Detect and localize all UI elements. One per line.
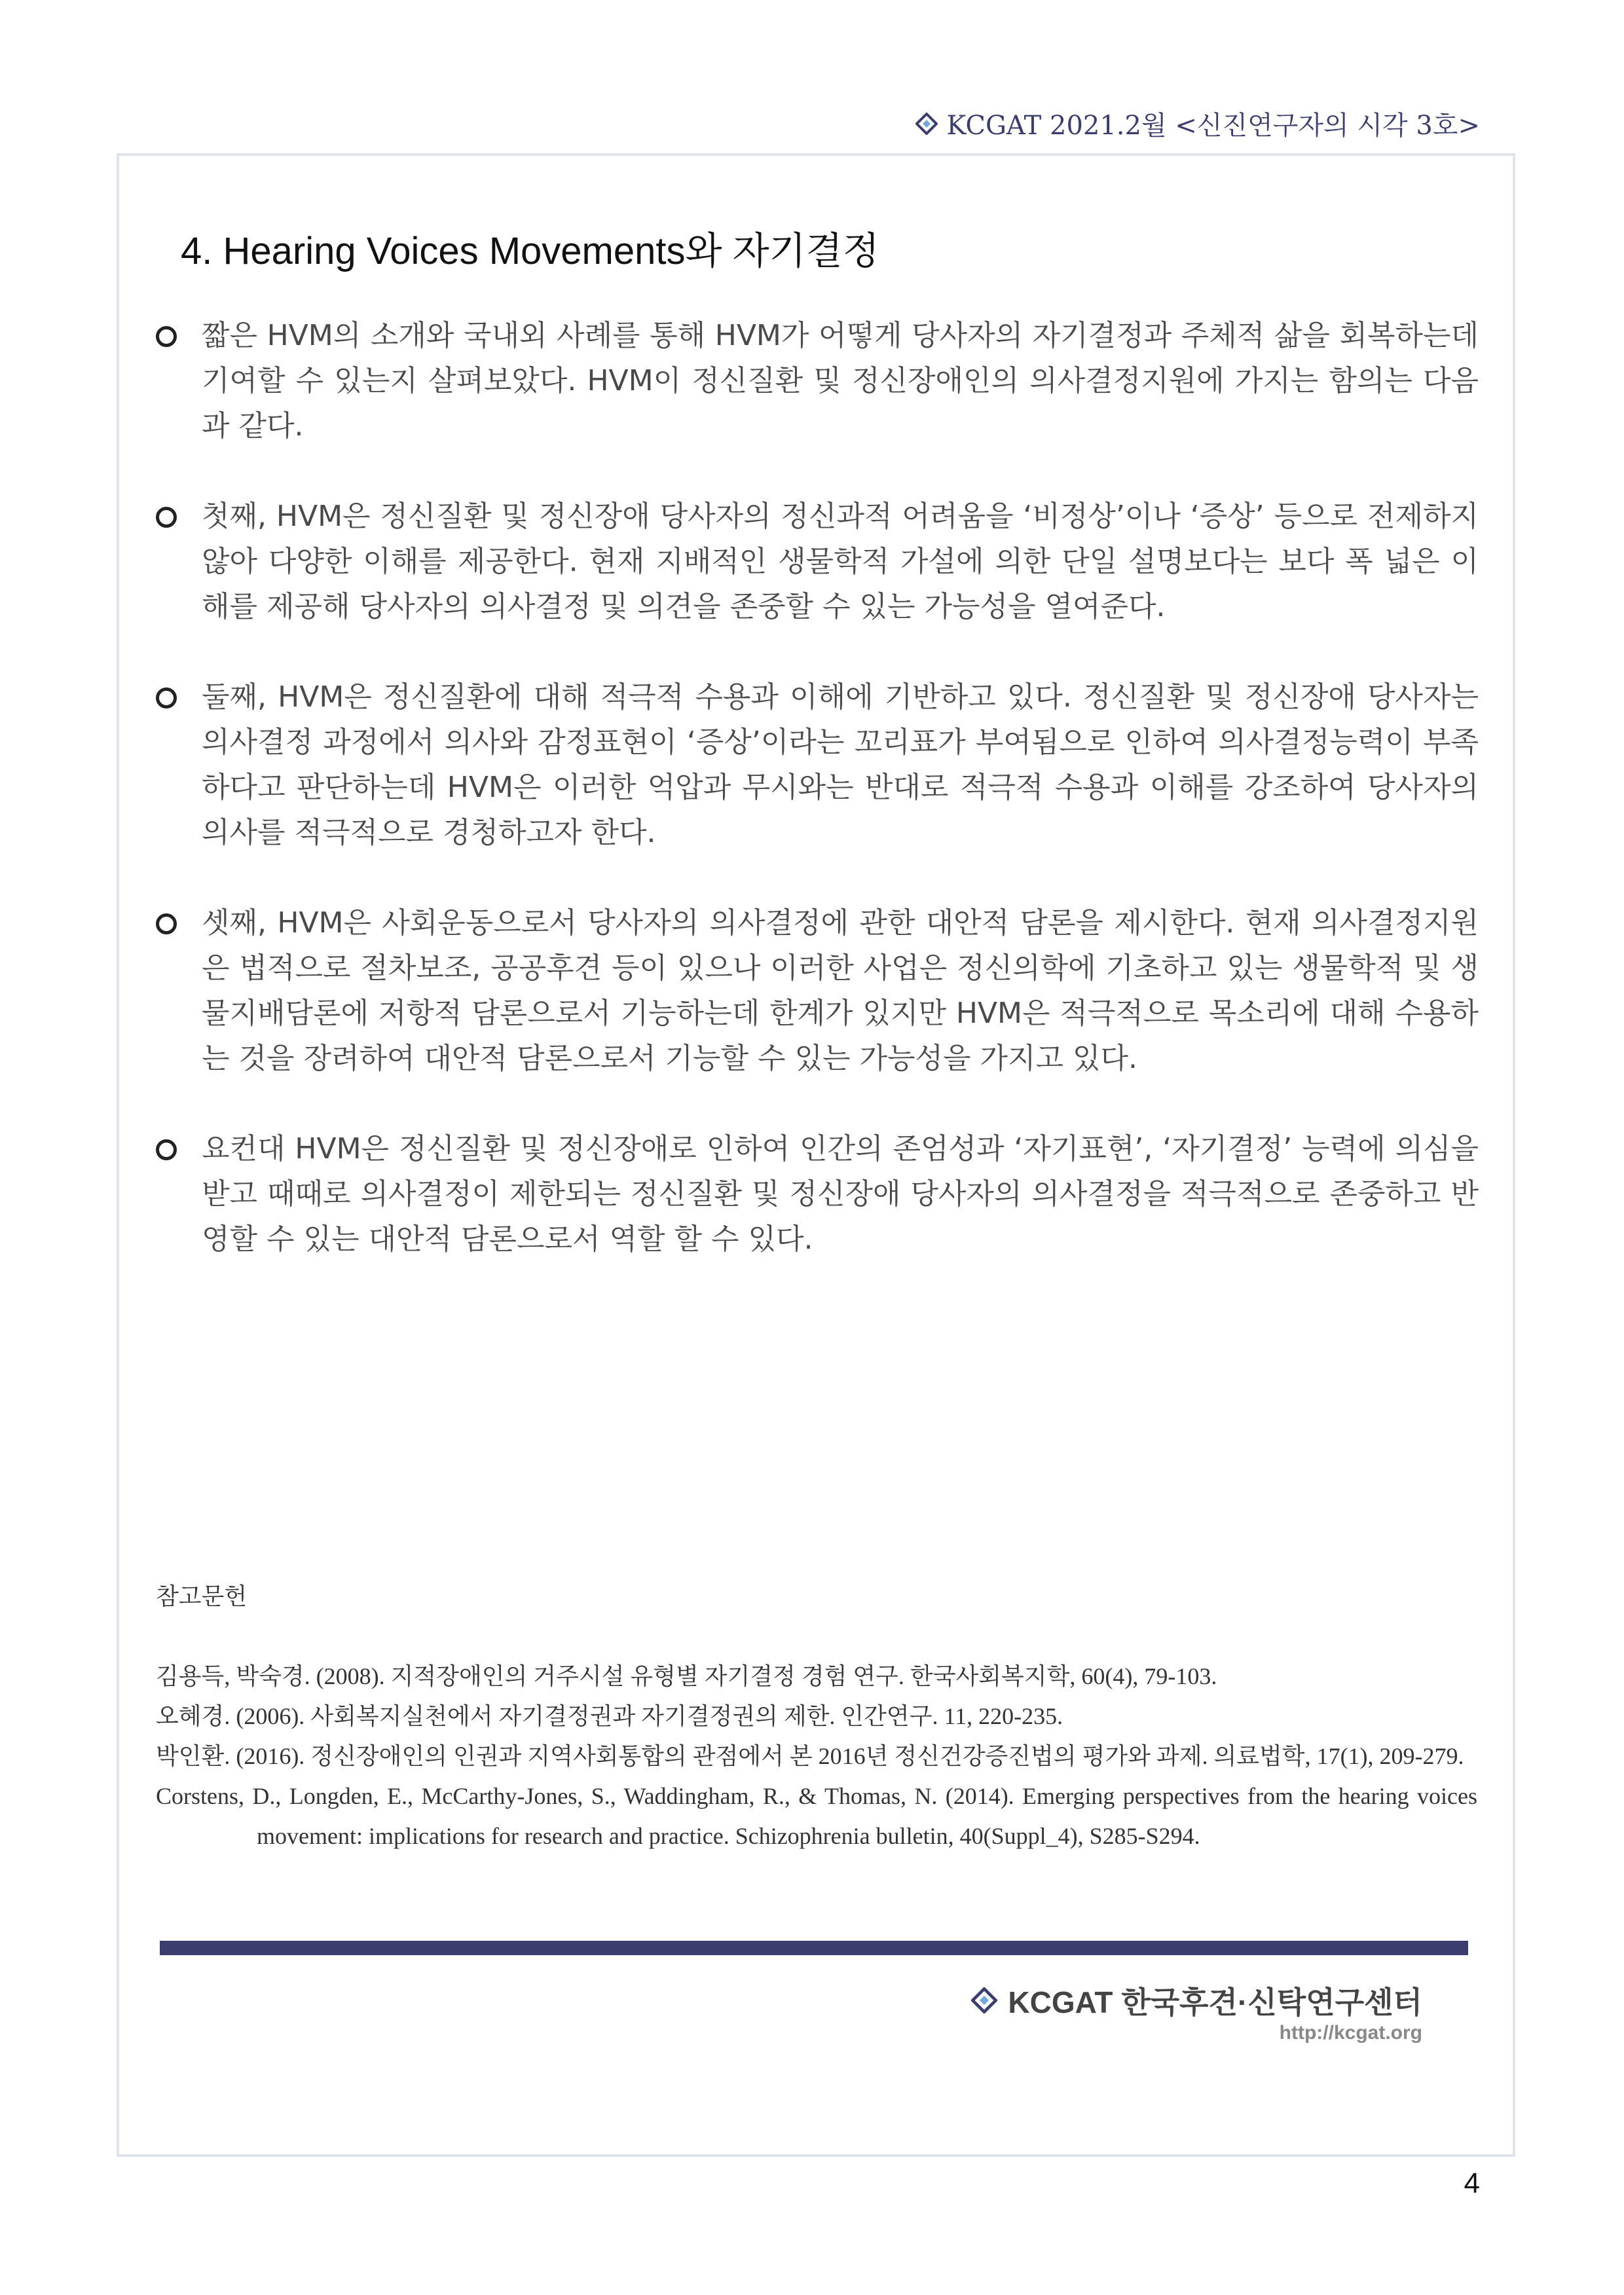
circle-bullet-icon bbox=[156, 913, 177, 934]
references-list bbox=[156, 1657, 1477, 1856]
footer-url: http://kcgat.org bbox=[1279, 2022, 1422, 2044]
diamond-logo-icon bbox=[915, 113, 938, 135]
bullet-text: 요컨대 HVM은 정신질환 및 정신장애로 인하여 인간의 존엄성과 ‘자기표현’, ‘자기결정’ 능력에 의심을 받고 때때로 의사결정이 제한되는 정신질환 및 정신장애 당사자의 의사결정을 적극적으로 존중하고 반영할 수 있는 대안적 담론으로서 역할 할 수 있다. bbox=[202, 1132, 1479, 1256]
footer-logo-text: KCGAT 한국후견·신탁연구센터 bbox=[1008, 1985, 1422, 2019]
bullet-text: 짧은 HVM의 소개와 국내외 사례를 통해 HVM가 어떻게 당사자의 자기결정과 주체적 삶을 회복하는데 기여할 수 있는지 살펴보았다. HVM이 정신질환 및 정신장애인의 의사결정지원에 가지는 함의는 다음과 같다. bbox=[202, 319, 1479, 443]
bullet-text: 첫째, HVM은 정신질환 및 정신장애 당사자의 정신과적 어려움을 ‘비정상’이나 ‘증상’ 등으로 전제하지 않아 다양한 이해를 제공한다. 현재 지배적인 생물학적 가설에 의한 단일 설명보다는 보다 폭 넓은 이해를 제공해 당사자의 의사결정 및 의견을 존중할 수 있는 가능성을 열여준다. bbox=[202, 500, 1479, 623]
footer-divider-bar bbox=[160, 1941, 1468, 1955]
circle-bullet-icon bbox=[156, 507, 177, 528]
page-header bbox=[915, 105, 1480, 142]
circle-bullet-icon bbox=[156, 326, 177, 347]
bullet-item bbox=[156, 494, 1479, 629]
bullet-text: 셋째, HVM은 사회운동으로서 당사자의 의사결정에 관한 대안적 담론을 제시한다. 현재 의사결정지원은 법적으로 절차보조, 공공후견 등이 있으나 이러한 사업은 정신의학에 기초하고 있는 생물학적 및 생물지배담론에 저항적 담론으로서 기능하는데 한계가 있지만 HVM은 적극적으로 목소리에 대해 수용하는 것을 장려하여 대안적 담론으로서 기능할 수 있는 가능성을 가지고 있다. bbox=[202, 906, 1479, 1075]
reference-item: 박인환. (2016). 정신장애인의 인권과 지역사회통합의 관점에서 본 2016년 정신건강증진법의 평가와 과제. 의료법학, 17(1), 209-279. bbox=[156, 1743, 1464, 1769]
references-heading: 참고문헌 bbox=[156, 1583, 248, 1610]
reference-item: 오혜경. (2006). 사회복지실천에서 자기결정권과 자기결정권의 제한. 인간연구. 11, 220-235. bbox=[156, 1703, 1063, 1729]
footer-logo bbox=[971, 1979, 1422, 2022]
bullet-item bbox=[156, 313, 1479, 449]
bullet-item bbox=[156, 1126, 1479, 1262]
circle-bullet-icon bbox=[156, 1139, 177, 1160]
section-title: 4. Hearing Voices Movements와 자기결정 bbox=[181, 230, 879, 272]
reference-item: 김용득, 박숙경. (2008). 지적장애인의 거주시설 유형별 자기결정 경험 연구. 한국사회복지학, 60(4), 79-103. bbox=[156, 1663, 1217, 1689]
circle-bullet-icon bbox=[156, 688, 177, 708]
header-text: KCGAT 2021.2월 <신진연구자의 시각 3호> bbox=[946, 111, 1480, 141]
diamond-logo-icon bbox=[971, 1987, 997, 2013]
bullet-list bbox=[156, 313, 1479, 1307]
bullet-item bbox=[156, 900, 1479, 1081]
bullet-item bbox=[156, 674, 1479, 855]
bullet-text: 둘째, HVM은 정신질환에 대해 적극적 수용과 이해에 기반하고 있다. 정신질환 및 정신장애 당사자는 의사결정 과정에서 의사와 감정표현이 ‘증상’이라는 꼬리표가 부여됨으로 인하여 의사결정능력이 부족하다고 판단하는데 HVM은 이러한 억압과 무시와는 반대로 적극적 수용과 이해를 강조하여 당사자의 의사를 적극적으로 경청하고자 한다. bbox=[202, 680, 1479, 849]
reference-item: Corstens, D., Longden, E., McCarthy-Jones, S., Waddingham, R., & Thomas, N. (2014). Emerging perspectives from the hearing voices movement: implications for research and practice. Schizophrenia bulletin, 40(Suppl_4), S285-S294. bbox=[156, 1783, 1477, 1849]
page-number: 4 bbox=[1464, 2167, 1480, 2199]
